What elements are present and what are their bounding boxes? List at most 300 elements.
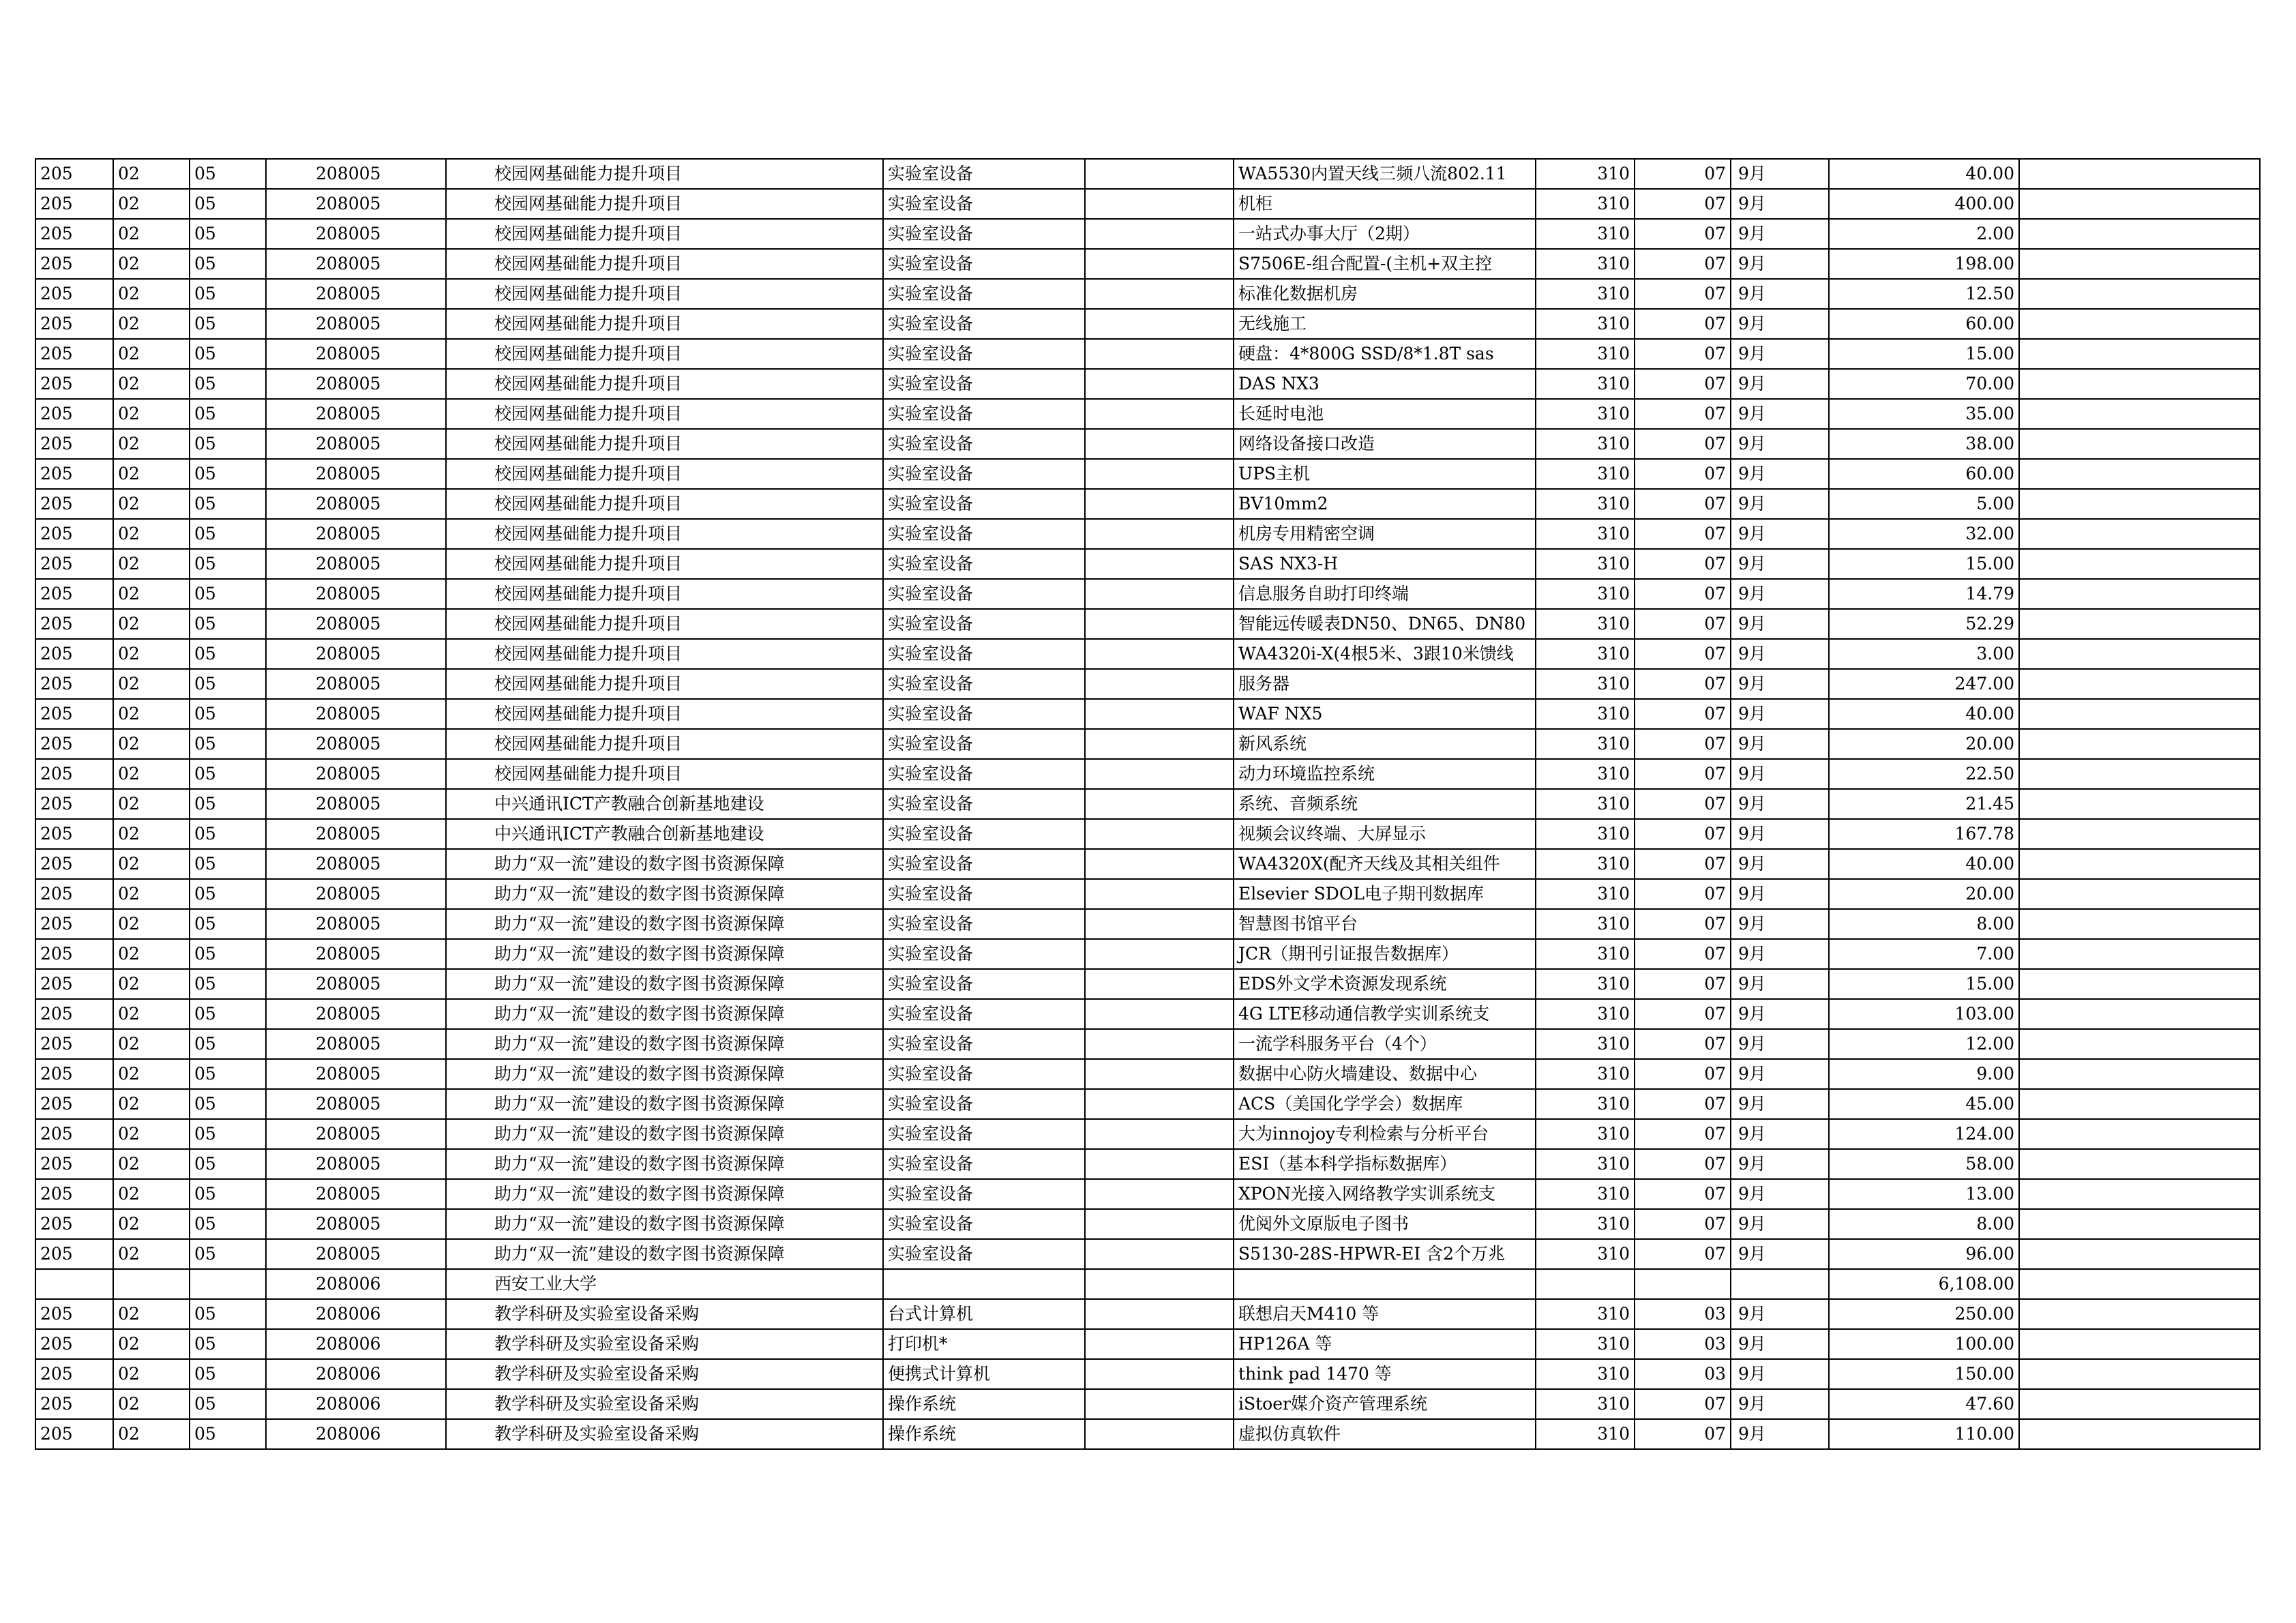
cell-category: 实验室设备 xyxy=(883,1179,1085,1209)
cell-amount: 7.00 xyxy=(1829,939,2019,969)
cell-type-code: 02 xyxy=(113,1239,190,1269)
cell-spec-blank xyxy=(1085,459,1234,489)
cell-sub-code: 03 xyxy=(1635,1359,1731,1389)
cell-item-name: 智慧图书馆平台 xyxy=(1234,909,1536,939)
cell-type-code: 02 xyxy=(113,759,190,789)
cell-month: 9月 xyxy=(1731,1179,1829,1209)
cell-project-name: 校园网基础能力提升项目 xyxy=(446,309,883,339)
cell-sub-code: 07 xyxy=(1635,1089,1731,1119)
cell-unit-code: 208005 xyxy=(266,549,446,579)
cell-spec-blank xyxy=(1085,1149,1234,1179)
cell-class-code: 205 xyxy=(35,399,113,429)
cell-type-code: 02 xyxy=(113,249,190,279)
table-row xyxy=(35,1239,2260,1269)
cell-amount: 247.00 xyxy=(1829,669,2019,699)
cell-econ-code: 310 xyxy=(1536,1359,1635,1389)
cell-econ-code: 310 xyxy=(1536,189,1635,219)
cell-econ-code: 310 xyxy=(1536,669,1635,699)
cell-amount: 100.00 xyxy=(1829,1329,2019,1359)
cell-unit-code: 208005 xyxy=(266,579,446,609)
cell-project-name: 助力“双一流”建设的数字图书资源保障 xyxy=(446,1089,883,1119)
cell-month: 9月 xyxy=(1731,1089,1829,1119)
cell-item-code: 05 xyxy=(190,1149,266,1179)
cell-project-name: 助力“双一流”建设的数字图书资源保障 xyxy=(446,909,883,939)
cell-sub-code: 07 xyxy=(1635,699,1731,729)
cell-amount: 20.00 xyxy=(1829,879,2019,909)
cell-type-code: 02 xyxy=(113,1299,190,1329)
cell-project-name: 校园网基础能力提升项目 xyxy=(446,639,883,669)
cell-amount: 8.00 xyxy=(1829,909,2019,939)
cell-sub-code: 07 xyxy=(1635,639,1731,669)
cell-category: 实验室设备 xyxy=(883,579,1085,609)
cell-note xyxy=(2019,759,2260,789)
cell-item-name: 标准化数据机房 xyxy=(1234,279,1536,309)
cell-item-code: 05 xyxy=(190,1119,266,1149)
cell-project-name: 助力“双一流”建设的数字图书资源保障 xyxy=(446,849,883,879)
cell-note xyxy=(2019,1059,2260,1089)
cell-class-code: 205 xyxy=(35,549,113,579)
cell-spec-blank xyxy=(1085,849,1234,879)
cell-sub-code: 07 xyxy=(1635,909,1731,939)
cell-note xyxy=(2019,369,2260,399)
cell-project-name: 校园网基础能力提升项目 xyxy=(446,699,883,729)
cell-class-code: 205 xyxy=(35,1299,113,1329)
cell-sub-code: 07 xyxy=(1635,519,1731,549)
cell-unit-code: 208006 xyxy=(266,1389,446,1419)
cell-unit-code: 208005 xyxy=(266,339,446,369)
table-row xyxy=(35,729,2260,759)
cell-item-name xyxy=(1234,1269,1536,1299)
cell-project-name: 助力“双一流”建设的数字图书资源保障 xyxy=(446,1239,883,1269)
cell-note xyxy=(2019,1239,2260,1269)
cell-month: 9月 xyxy=(1731,339,1829,369)
cell-item-code: 05 xyxy=(190,1389,266,1419)
cell-amount: 110.00 xyxy=(1829,1419,2019,1449)
cell-spec-blank xyxy=(1085,1179,1234,1209)
cell-month: 9月 xyxy=(1731,819,1829,849)
cell-note xyxy=(2019,459,2260,489)
cell-unit-code: 208005 xyxy=(266,819,446,849)
cell-item-code: 05 xyxy=(190,399,266,429)
cell-spec-blank xyxy=(1085,309,1234,339)
table-row xyxy=(35,969,2260,999)
cell-month: 9月 xyxy=(1731,369,1829,399)
cell-spec-blank xyxy=(1085,1059,1234,1089)
cell-note xyxy=(2019,699,2260,729)
table-row xyxy=(35,1299,2260,1329)
cell-econ-code: 310 xyxy=(1536,369,1635,399)
cell-month: 9月 xyxy=(1731,699,1829,729)
cell-note xyxy=(2019,1419,2260,1449)
cell-month: 9月 xyxy=(1731,279,1829,309)
cell-sub-code: 07 xyxy=(1635,939,1731,969)
cell-item-name: WAF NX5 xyxy=(1234,699,1536,729)
cell-amount: 47.60 xyxy=(1829,1389,2019,1419)
cell-item-code: 05 xyxy=(190,459,266,489)
cell-note xyxy=(2019,639,2260,669)
cell-sub-code: 03 xyxy=(1635,1299,1731,1329)
cell-project-name: 助力“双一流”建设的数字图书资源保障 xyxy=(446,1029,883,1059)
table-row xyxy=(35,639,2260,669)
cell-item-name: 智能远传暖表DN50、DN65、DN80 xyxy=(1234,609,1536,639)
cell-spec-blank xyxy=(1085,759,1234,789)
cell-item-name: 信息服务自助打印终端 xyxy=(1234,579,1536,609)
cell-category: 实验室设备 xyxy=(883,1059,1085,1089)
cell-econ-code: 310 xyxy=(1536,489,1635,519)
cell-class-code: 205 xyxy=(35,849,113,879)
cell-note xyxy=(2019,729,2260,759)
cell-project-name: 校园网基础能力提升项目 xyxy=(446,549,883,579)
cell-item-code: 05 xyxy=(190,759,266,789)
cell-amount: 40.00 xyxy=(1829,699,2019,729)
cell-item-name: 新风系统 xyxy=(1234,729,1536,759)
cell-unit-code: 208006 xyxy=(266,1329,446,1359)
cell-spec-blank xyxy=(1085,339,1234,369)
cell-class-code: 205 xyxy=(35,219,113,249)
cell-amount: 40.00 xyxy=(1829,849,2019,879)
cell-unit-code: 208005 xyxy=(266,969,446,999)
cell-unit-code: 208005 xyxy=(266,669,446,699)
cell-sub-code: 07 xyxy=(1635,339,1731,369)
table-row xyxy=(35,1269,2260,1299)
cell-project-name: 校园网基础能力提升项目 xyxy=(446,279,883,309)
cell-type-code: 02 xyxy=(113,1389,190,1419)
cell-item-code: 05 xyxy=(190,789,266,819)
cell-item-name: WA5530内置天线三频八流802.11 xyxy=(1234,159,1536,189)
cell-unit-code: 208005 xyxy=(266,369,446,399)
cell-sub-code: 07 xyxy=(1635,789,1731,819)
cell-class-code: 205 xyxy=(35,759,113,789)
cell-item-code: 05 xyxy=(190,1029,266,1059)
cell-econ-code: 310 xyxy=(1536,729,1635,759)
cell-month: 9月 xyxy=(1731,999,1829,1029)
cell-unit-code: 208005 xyxy=(266,729,446,759)
cell-month: 9月 xyxy=(1731,519,1829,549)
cell-spec-blank xyxy=(1085,819,1234,849)
cell-note xyxy=(2019,909,2260,939)
cell-spec-blank xyxy=(1085,369,1234,399)
cell-month: 9月 xyxy=(1731,579,1829,609)
cell-note xyxy=(2019,879,2260,909)
cell-unit-code: 208005 xyxy=(266,429,446,459)
cell-note xyxy=(2019,1299,2260,1329)
cell-note xyxy=(2019,189,2260,219)
table-row xyxy=(35,819,2260,849)
cell-item-code: 05 xyxy=(190,549,266,579)
cell-item-name: S7506E-组合配置-(主机+双主控 xyxy=(1234,249,1536,279)
cell-unit-code: 208006 xyxy=(266,1419,446,1449)
table-row xyxy=(35,759,2260,789)
cell-project-name: 助力“双一流”建设的数字图书资源保障 xyxy=(446,879,883,909)
cell-spec-blank xyxy=(1085,699,1234,729)
cell-type-code: 02 xyxy=(113,609,190,639)
cell-spec-blank xyxy=(1085,1029,1234,1059)
cell-item-name: 网络设备接口改造 xyxy=(1234,429,1536,459)
cell-unit-code: 208005 xyxy=(266,1209,446,1239)
cell-project-name: 助力“双一流”建设的数字图书资源保障 xyxy=(446,1209,883,1239)
table-row xyxy=(35,1179,2260,1209)
cell-spec-blank xyxy=(1085,789,1234,819)
cell-unit-code: 208005 xyxy=(266,909,446,939)
table-row xyxy=(35,549,2260,579)
cell-amount: 15.00 xyxy=(1829,549,2019,579)
cell-econ-code: 310 xyxy=(1536,879,1635,909)
cell-item-name: DAS NX3 xyxy=(1234,369,1536,399)
cell-sub-code: 03 xyxy=(1635,1329,1731,1359)
cell-type-code: 02 xyxy=(113,279,190,309)
cell-item-name: ACS（美国化学学会）数据库 xyxy=(1234,1089,1536,1119)
cell-item-code: 05 xyxy=(190,489,266,519)
cell-item-name: 机房专用精密空调 xyxy=(1234,519,1536,549)
cell-type-code: 02 xyxy=(113,699,190,729)
cell-category: 实验室设备 xyxy=(883,939,1085,969)
cell-econ-code xyxy=(1536,1269,1635,1299)
cell-category: 实验室设备 xyxy=(883,1029,1085,1059)
cell-sub-code: 07 xyxy=(1635,369,1731,399)
cell-note xyxy=(2019,1029,2260,1059)
cell-category: 实验室设备 xyxy=(883,1209,1085,1239)
cell-month: 9月 xyxy=(1731,789,1829,819)
cell-econ-code: 310 xyxy=(1536,339,1635,369)
cell-sub-code: 07 xyxy=(1635,459,1731,489)
cell-unit-code: 208005 xyxy=(266,159,446,189)
cell-note xyxy=(2019,669,2260,699)
table-row xyxy=(35,519,2260,549)
cell-item-name: ESI（基本科学指标数据库） xyxy=(1234,1149,1536,1179)
cell-amount: 5.00 xyxy=(1829,489,2019,519)
cell-spec-blank xyxy=(1085,249,1234,279)
cell-class-code: 205 xyxy=(35,939,113,969)
cell-month: 9月 xyxy=(1731,189,1829,219)
cell-econ-code: 310 xyxy=(1536,1149,1635,1179)
cell-sub-code: 07 xyxy=(1635,849,1731,879)
cell-class-code: 205 xyxy=(35,369,113,399)
cell-project-name: 校园网基础能力提升项目 xyxy=(446,219,883,249)
cell-category: 实验室设备 xyxy=(883,609,1085,639)
cell-item-code: 05 xyxy=(190,1179,266,1209)
cell-sub-code: 07 xyxy=(1635,819,1731,849)
cell-spec-blank xyxy=(1085,219,1234,249)
cell-spec-blank xyxy=(1085,999,1234,1029)
cell-unit-code: 208005 xyxy=(266,189,446,219)
cell-amount: 15.00 xyxy=(1829,339,2019,369)
cell-project-name: 助力“双一流”建设的数字图书资源保障 xyxy=(446,939,883,969)
cell-unit-code: 208005 xyxy=(266,939,446,969)
cell-econ-code: 310 xyxy=(1536,639,1635,669)
cell-sub-code: 07 xyxy=(1635,759,1731,789)
cell-month: 9月 xyxy=(1731,459,1829,489)
cell-econ-code: 310 xyxy=(1536,309,1635,339)
cell-item-code: 05 xyxy=(190,369,266,399)
cell-item-code: 05 xyxy=(190,669,266,699)
cell-unit-code: 208005 xyxy=(266,399,446,429)
cell-item-name: UPS主机 xyxy=(1234,459,1536,489)
cell-type-code: 02 xyxy=(113,399,190,429)
cell-item-name: SAS NX3-H xyxy=(1234,549,1536,579)
cell-unit-code: 208005 xyxy=(266,1149,446,1179)
cell-month: 9月 xyxy=(1731,759,1829,789)
cell-item-code: 05 xyxy=(190,699,266,729)
cell-spec-blank xyxy=(1085,489,1234,519)
cell-category: 实验室设备 xyxy=(883,819,1085,849)
cell-type-code: 02 xyxy=(113,339,190,369)
cell-item-code: 05 xyxy=(190,279,266,309)
cell-item-name: 联想启天M410 等 xyxy=(1234,1299,1536,1329)
cell-month xyxy=(1731,1269,1829,1299)
cell-type-code: 02 xyxy=(113,189,190,219)
cell-project-name: 校园网基础能力提升项目 xyxy=(446,159,883,189)
cell-month: 9月 xyxy=(1731,849,1829,879)
cell-item-code: 05 xyxy=(190,219,266,249)
cell-spec-blank xyxy=(1085,1359,1234,1389)
cell-note xyxy=(2019,1089,2260,1119)
cell-item-name: S5130-28S-HPWR-EI 含2个万兆 xyxy=(1234,1239,1536,1269)
cell-month: 9月 xyxy=(1731,729,1829,759)
cell-item-name: XPON光接入网络教学实训系统支 xyxy=(1234,1179,1536,1209)
cell-spec-blank xyxy=(1085,1389,1234,1419)
cell-note xyxy=(2019,1329,2260,1359)
cell-unit-code: 208005 xyxy=(266,879,446,909)
cell-econ-code: 310 xyxy=(1536,939,1635,969)
cell-type-code: 02 xyxy=(113,879,190,909)
cell-category: 打印机* xyxy=(883,1329,1085,1359)
cell-amount: 167.78 xyxy=(1829,819,2019,849)
table-row xyxy=(35,369,2260,399)
cell-category: 实验室设备 xyxy=(883,519,1085,549)
cell-class-code: 205 xyxy=(35,279,113,309)
cell-econ-code: 310 xyxy=(1536,1419,1635,1449)
cell-class-code: 205 xyxy=(35,1149,113,1179)
cell-month: 9月 xyxy=(1731,909,1829,939)
cell-sub-code: 07 xyxy=(1635,1419,1731,1449)
cell-month: 9月 xyxy=(1731,1059,1829,1089)
cell-type-code: 02 xyxy=(113,999,190,1029)
cell-month: 9月 xyxy=(1731,1419,1829,1449)
cell-class-code: 205 xyxy=(35,1179,113,1209)
cell-amount: 38.00 xyxy=(1829,429,2019,459)
cell-note xyxy=(2019,309,2260,339)
cell-month: 9月 xyxy=(1731,969,1829,999)
cell-month: 9月 xyxy=(1731,399,1829,429)
cell-type-code: 02 xyxy=(113,549,190,579)
cell-spec-blank xyxy=(1085,399,1234,429)
cell-project-name: 助力“双一流”建设的数字图书资源保障 xyxy=(446,969,883,999)
cell-month: 9月 xyxy=(1731,1149,1829,1179)
cell-month: 9月 xyxy=(1731,639,1829,669)
cell-note xyxy=(2019,549,2260,579)
cell-amount: 9.00 xyxy=(1829,1059,2019,1089)
cell-type-code: 02 xyxy=(113,1119,190,1149)
cell-month: 9月 xyxy=(1731,489,1829,519)
cell-econ-code: 310 xyxy=(1536,909,1635,939)
cell-unit-code: 208005 xyxy=(266,489,446,519)
cell-spec-blank xyxy=(1085,429,1234,459)
cell-class-code: 205 xyxy=(35,1389,113,1419)
cell-class-code: 205 xyxy=(35,309,113,339)
cell-sub-code: 07 xyxy=(1635,999,1731,1029)
cell-category: 实验室设备 xyxy=(883,249,1085,279)
cell-spec-blank xyxy=(1085,729,1234,759)
cell-sub-code: 07 xyxy=(1635,1209,1731,1239)
cell-type-code: 02 xyxy=(113,1029,190,1059)
cell-econ-code: 310 xyxy=(1536,1209,1635,1239)
budget-table xyxy=(35,158,2261,1450)
cell-category: 实验室设备 xyxy=(883,669,1085,699)
cell-item-code: 05 xyxy=(190,249,266,279)
cell-sub-code: 07 xyxy=(1635,249,1731,279)
cell-note xyxy=(2019,279,2260,309)
cell-note xyxy=(2019,579,2260,609)
cell-category: 台式计算机 xyxy=(883,1299,1085,1329)
cell-class-code: 205 xyxy=(35,1359,113,1389)
cell-class-code: 205 xyxy=(35,1209,113,1239)
cell-month: 9月 xyxy=(1731,219,1829,249)
cell-month: 9月 xyxy=(1731,879,1829,909)
cell-amount: 45.00 xyxy=(1829,1089,2019,1119)
cell-spec-blank xyxy=(1085,1269,1234,1299)
cell-item-code: 05 xyxy=(190,1059,266,1089)
cell-class-code: 205 xyxy=(35,1329,113,1359)
cell-category: 实验室设备 xyxy=(883,849,1085,879)
cell-project-name: 教学科研及实验室设备采购 xyxy=(446,1419,883,1449)
cell-class-code: 205 xyxy=(35,669,113,699)
cell-item-name: 大为innojoy专利检索与分析平台 xyxy=(1234,1119,1536,1149)
cell-type-code: 02 xyxy=(113,519,190,549)
cell-econ-code: 310 xyxy=(1536,819,1635,849)
cell-category: 实验室设备 xyxy=(883,189,1085,219)
cell-econ-code: 310 xyxy=(1536,549,1635,579)
cell-unit-code: 208006 xyxy=(266,1269,446,1299)
cell-sub-code: 07 xyxy=(1635,429,1731,459)
cell-econ-code: 310 xyxy=(1536,699,1635,729)
table-row xyxy=(35,1359,2260,1389)
table-row xyxy=(35,789,2260,819)
cell-class-code: 205 xyxy=(35,999,113,1029)
cell-type-code: 02 xyxy=(113,909,190,939)
cell-unit-code: 208005 xyxy=(266,699,446,729)
cell-class-code: 205 xyxy=(35,249,113,279)
cell-spec-blank xyxy=(1085,1299,1234,1329)
cell-type-code: 02 xyxy=(113,819,190,849)
cell-category: 操作系统 xyxy=(883,1389,1085,1419)
cell-category: 实验室设备 xyxy=(883,699,1085,729)
table-row xyxy=(35,879,2260,909)
cell-type-code: 02 xyxy=(113,729,190,759)
table-row xyxy=(35,669,2260,699)
cell-unit-code: 208005 xyxy=(266,249,446,279)
cell-item-name: EDS外文学术资源发现系统 xyxy=(1234,969,1536,999)
cell-amount: 400.00 xyxy=(1829,189,2019,219)
table-row xyxy=(35,189,2260,219)
cell-item-name: 系统、音频系统 xyxy=(1234,789,1536,819)
cell-category: 便携式计算机 xyxy=(883,1359,1085,1389)
cell-class-code: 205 xyxy=(35,699,113,729)
cell-type-code: 02 xyxy=(113,579,190,609)
cell-sub-code: 07 xyxy=(1635,159,1731,189)
cell-category: 实验室设备 xyxy=(883,879,1085,909)
cell-item-name: 硬盘：4*800G SSD/8*1.8T sas xyxy=(1234,339,1536,369)
cell-amount: 35.00 xyxy=(1829,399,2019,429)
cell-spec-blank xyxy=(1085,279,1234,309)
cell-project-name: 中兴通讯ICT产教融合创新基地建设 xyxy=(446,789,883,819)
cell-note xyxy=(2019,609,2260,639)
cell-type-code: 02 xyxy=(113,1149,190,1179)
cell-item-code: 05 xyxy=(190,879,266,909)
cell-unit-code: 208005 xyxy=(266,1029,446,1059)
table-row xyxy=(35,159,2260,189)
cell-category: 实验室设备 xyxy=(883,219,1085,249)
cell-item-code: 05 xyxy=(190,1209,266,1239)
